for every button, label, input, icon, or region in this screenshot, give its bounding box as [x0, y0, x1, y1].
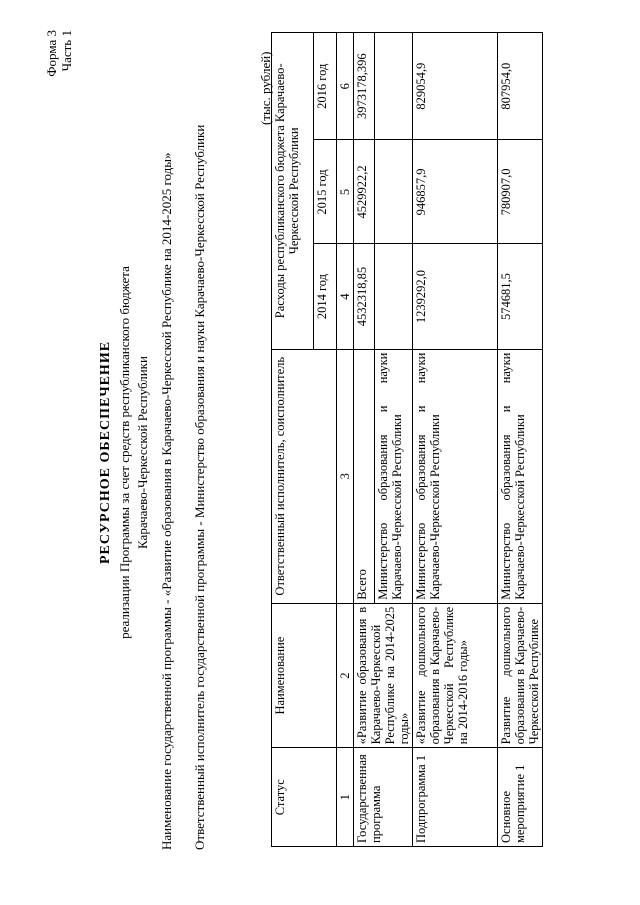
- header-2016: 2016 год: [313, 33, 336, 140]
- row-value-2016: 807954,0: [498, 33, 543, 140]
- col-number: 2: [337, 603, 354, 748]
- col-number: 6: [337, 33, 354, 140]
- row-value-2016: 829054,9: [413, 33, 498, 140]
- header-name: Наименование: [272, 603, 337, 748]
- row-value-2014: 574681,5: [498, 244, 543, 349]
- form-number: Форма 3: [44, 30, 59, 77]
- row-executor: Министерство образования и науки Карачаево-Черкесской Республики: [498, 349, 543, 603]
- col-number: 4: [337, 244, 354, 349]
- document-title: РЕСУРСНОЕ ОБЕСПЕЧЕНИЕ: [98, 340, 113, 565]
- row-value-2015: 780907,0: [498, 140, 543, 244]
- header-row: [272, 33, 314, 847]
- table-row: [354, 33, 375, 847]
- header-2015: 2015 год: [313, 140, 336, 244]
- col-number: 5: [337, 140, 354, 244]
- row-value-2014: 1239292,0: [413, 244, 498, 349]
- table-row: [498, 33, 543, 847]
- row-value-2015: [374, 140, 412, 244]
- row-value-2014: [374, 244, 412, 349]
- row-value-2015: 4529922,2: [354, 140, 375, 244]
- header-status: Статус: [272, 748, 337, 847]
- form-part: Часть 1: [59, 30, 74, 72]
- row-name: Развитие дошкольного образования в Карачаево-Черкесской Республике: [498, 603, 543, 748]
- row-status: Государственная программа: [354, 748, 413, 847]
- document-subtitle-2: Карачаево-Черкесской Республики: [135, 356, 150, 549]
- program-name: Наименование государственной программы - «Развитие образования в Карачаево-Черкесской Республике на 2014-2025 годы»: [159, 152, 174, 850]
- resource-table: [271, 32, 543, 847]
- column-number-row: [337, 33, 354, 847]
- col-number: 1: [337, 748, 354, 847]
- col-number: 3: [337, 349, 354, 603]
- header-expenses: Расходы республиканского бюджета Карачаево-Черкесской Республики: [272, 33, 314, 350]
- header-executor: Ответственный исполнитель, соисполнитель: [272, 349, 337, 603]
- unit-label: (тыс. рублей): [258, 51, 273, 125]
- header-2014: 2014 год: [313, 244, 336, 349]
- row-executor: Министерство образования и науки Карачаево-Черкесской Республики: [413, 349, 498, 603]
- row-executor: Всего: [354, 349, 375, 603]
- document-subtitle-1: реализации Программы за счет средств республиканского бюджета: [117, 266, 132, 639]
- row-value-2016: 3973178,396: [354, 33, 375, 140]
- form-label: [44, 30, 74, 77]
- table-row: [413, 33, 498, 847]
- row-value-2014: 4532318,85: [354, 244, 375, 349]
- row-value-2015: 946857,9: [413, 140, 498, 244]
- row-name: «Развитие дошкольного образования в Карачаево-Черкесской Республике на 2014-2016 годы»: [413, 603, 498, 748]
- row-executor: Министерство образования и науки Карачаево-Черкесской Республики: [374, 349, 412, 603]
- responsible-executor: Ответственный исполнитель государственной программы - Министерство образования и науки Карачаево-Черкесской Республики: [192, 124, 207, 850]
- row-status: Подпрограмма 1: [413, 748, 498, 847]
- row-name: «Развитие образования в Карачаево-Черкесской Республике на 2014-2025 годы»: [354, 603, 413, 748]
- row-value-2016: [374, 33, 412, 140]
- row-status: Основное мероприятие 1: [498, 748, 543, 847]
